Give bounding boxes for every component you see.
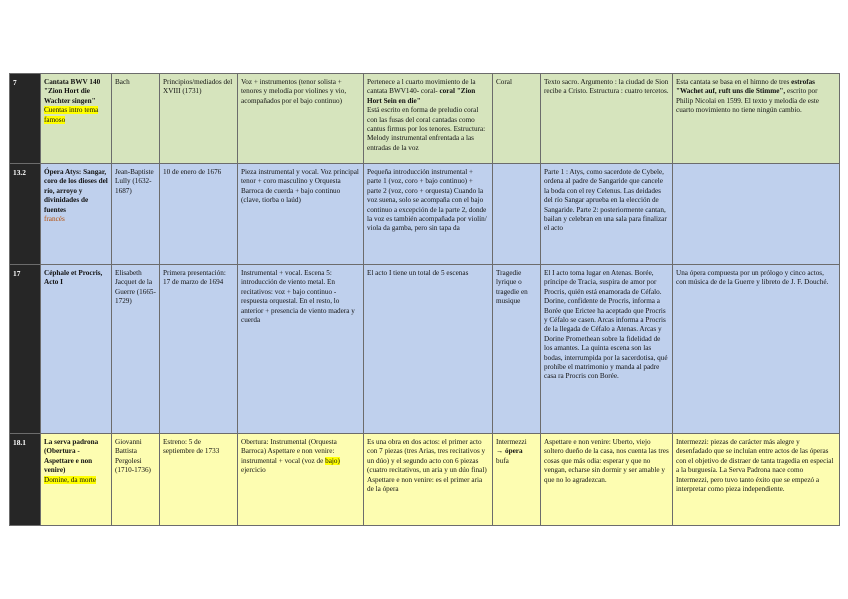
instrumentation-cell (238, 434, 364, 526)
notes-cell (673, 164, 840, 265)
date-cell: Primera presentación: 17 de marzo de 1694 (160, 265, 238, 434)
structure-cell: Pequeña introducción instrumental + parte 1 (voz, coro + bajo continuo) + parte 2 (voz, coro + orquesta) Cuando la voz suena, solo se acompaña con el bajo continuo a excepción de la parte 2, donde la voz es también acompañada por violín/ viola da gamba, pero sin tapa da (364, 164, 493, 265)
notes-cell (673, 74, 840, 164)
work-note: Domine, da morte (44, 475, 97, 484)
work-title: La serva padrona (Obertura - Aspettare e non venire) (44, 438, 99, 475)
structure-cell: El acto I tiene un total de 5 escenas (364, 265, 493, 434)
instrumentation-text-a: Obertura: Instrumental (Orquesta Barroca) Aspettare e non venire: instrumental + vocal (voz de (241, 438, 337, 465)
plot-cell: Parte 1 : Atys, como sacerdote de Cybele, ordena al padre de Sangaride que cancele la boda con el rey Celenus. Las deidades del río Sangar aprueba en la elección de Sangaride. Parte 2: posteriormente cantan, bailan y celebran en una sala para finalizar el acto (541, 164, 673, 265)
structure-text-bold: coral "Zion Hort Sein en die" (367, 87, 476, 105)
instrumentation-cell: Voz + instrumentos (tenor solista + tenores y melodía por violines y vio, acompañados por el bajo continuo) (238, 74, 364, 164)
genre-cell: Coral (493, 74, 541, 164)
notes-text-c: escrito por Philip Nicolai en 1599. El texto y melodía de este cuarto movimiento no tiene ningún cambio. (676, 87, 819, 115)
table-row (10, 74, 840, 164)
work-title-cell (41, 434, 112, 526)
instrumentation-text-b: ejercicio (241, 466, 266, 475)
notes-text-a: Esta cantata se basa en el himno de tres (676, 78, 790, 86)
work-title-cell (41, 265, 112, 434)
work-title: Cantata BWV 140 "Zion Hort die Wachter singen" (44, 78, 101, 105)
music-works-table (9, 73, 840, 526)
structure-cell: Es una obra en dos actos: el primer acto con 7 piezas (tres Arias, tres recitativos y un dúo) y el segundo acto con 6 piezas (cuatro recitativos, un aria y un dúo final) Aspettare e non venire: es el primer aria de la ópera (364, 434, 493, 526)
instrumentation-cell: Pieza instrumental y vocal. Voz principal tenor + coro masculino y Orquesta Barroca de cuerda + bajo continuo (clave, tiorba o laúd) (238, 164, 364, 265)
genre-cell: Tragedie lyrique o tragedie en musique (493, 265, 541, 434)
structure-text-c: Está escrito en forma de preludio coral con las fusas del coral cantadas como cantus firmus por los tenores. Estructura: Melody instrumental enfrentada a las entradas de la voz (367, 106, 486, 152)
genre-cell (493, 434, 541, 526)
work-title: Ópera Atys: Sangar, coro de los dioses del río, arroyo y divinidades de fuentes (44, 168, 108, 214)
composer-cell: Jean-Baptiste Lully (1632-1687) (112, 164, 160, 265)
row-number: 17 (10, 265, 41, 434)
composer-cell: Bach (112, 74, 160, 164)
work-note: francés (44, 215, 65, 224)
work-title-cell (41, 164, 112, 265)
plot-cell: Texto sacro. Argumento : la ciudad de Sion recibe a Cristo. Estructura : cuatro tercetos. (541, 74, 673, 164)
notes-text-bold: estrofas "Wachet auf, ruft uns die Stimme", (676, 78, 815, 96)
composer-cell: Elisabeth Jacquet de la Guerre (1665-1729) (112, 265, 160, 434)
notes-cell: Intermezzi: piezas de carácter más alegre y desenfadado que se incluían entre actos de las óperas con el objetivo de distraer de tanta tragedia en especial a la burguesía. La Serva Padrona nace como Intermezzi, pero tuvo tanto éxito que se empezó a interpretar como pieza independiente. (673, 434, 840, 526)
instrumentation-cell: Instrumental + vocal. Escena 5: introducción de viento metal. En recitativos: voz + bajo continuo - respuesta orquestal. En el resto, lo anterior + presencia de viento madera y cuerda (238, 265, 364, 434)
genre-text-c: bufa (496, 456, 509, 465)
date-cell: Principios/mediados del XVIII (1731) (160, 74, 238, 164)
date-cell: 10 de enero de 1676 (160, 164, 238, 265)
work-title-cell (41, 74, 112, 164)
table-row (10, 265, 840, 434)
work-title: Céphale et Procris, Acto I (44, 269, 103, 287)
genre-cell (493, 164, 541, 265)
genre-text-a: Intermezzi (496, 438, 527, 446)
date-cell: Estreno: 5 de septiembre de 1733 (160, 434, 238, 526)
row-number: 18.1 (10, 434, 41, 526)
structure-text-a: Pertenece a l cuarto movimiento de la cantata BWV140- coral- (367, 78, 476, 96)
work-note: Cuentas intro tema famoso (44, 106, 99, 124)
composer-cell: Giovanni Battista Pergolesi (1710-1736) (112, 434, 160, 526)
row-number: 7 (10, 74, 41, 164)
genre-text-arrow: → ópera (496, 447, 523, 456)
plot-cell: El I acto toma lugar en Atenas. Borée, príncipe de Tracia, suspira de amor por Procris, quién está enamorada de Céfalo. Dorine, confidente de Procris, informa a Borée que Erictee ha aceptado que Procris y Céfalo se casen. Arcas informa a Procris de la llegada de Céfalo a Atenas. Arcas y Dorine Promethean sobre la fidelidad de los amantes. La quinta escena son las bodas, interrumpida por la sacerdotisa, qué prohíbe el matrimonio y manda al padre casa ra Procris con Borée. (541, 265, 673, 434)
structure-cell (364, 74, 493, 164)
table-row (10, 164, 840, 265)
instrumentation-highlight: bajo) (325, 456, 340, 465)
table-row (10, 434, 840, 526)
notes-cell: Una ópera compuesta por un prólogo y cinco actos, con música de de la Guerre y libreto de J. F. Douché. (673, 265, 840, 434)
plot-cell: Aspettare e non venire: Uberto, viejo soltero dueño de la casa, nos cuenta las tres cosas que más odia: esperar y que no vengan, echarse sin dormir y ser amable y que no lo agradezcan. (541, 434, 673, 526)
row-number: 13.2 (10, 164, 41, 265)
